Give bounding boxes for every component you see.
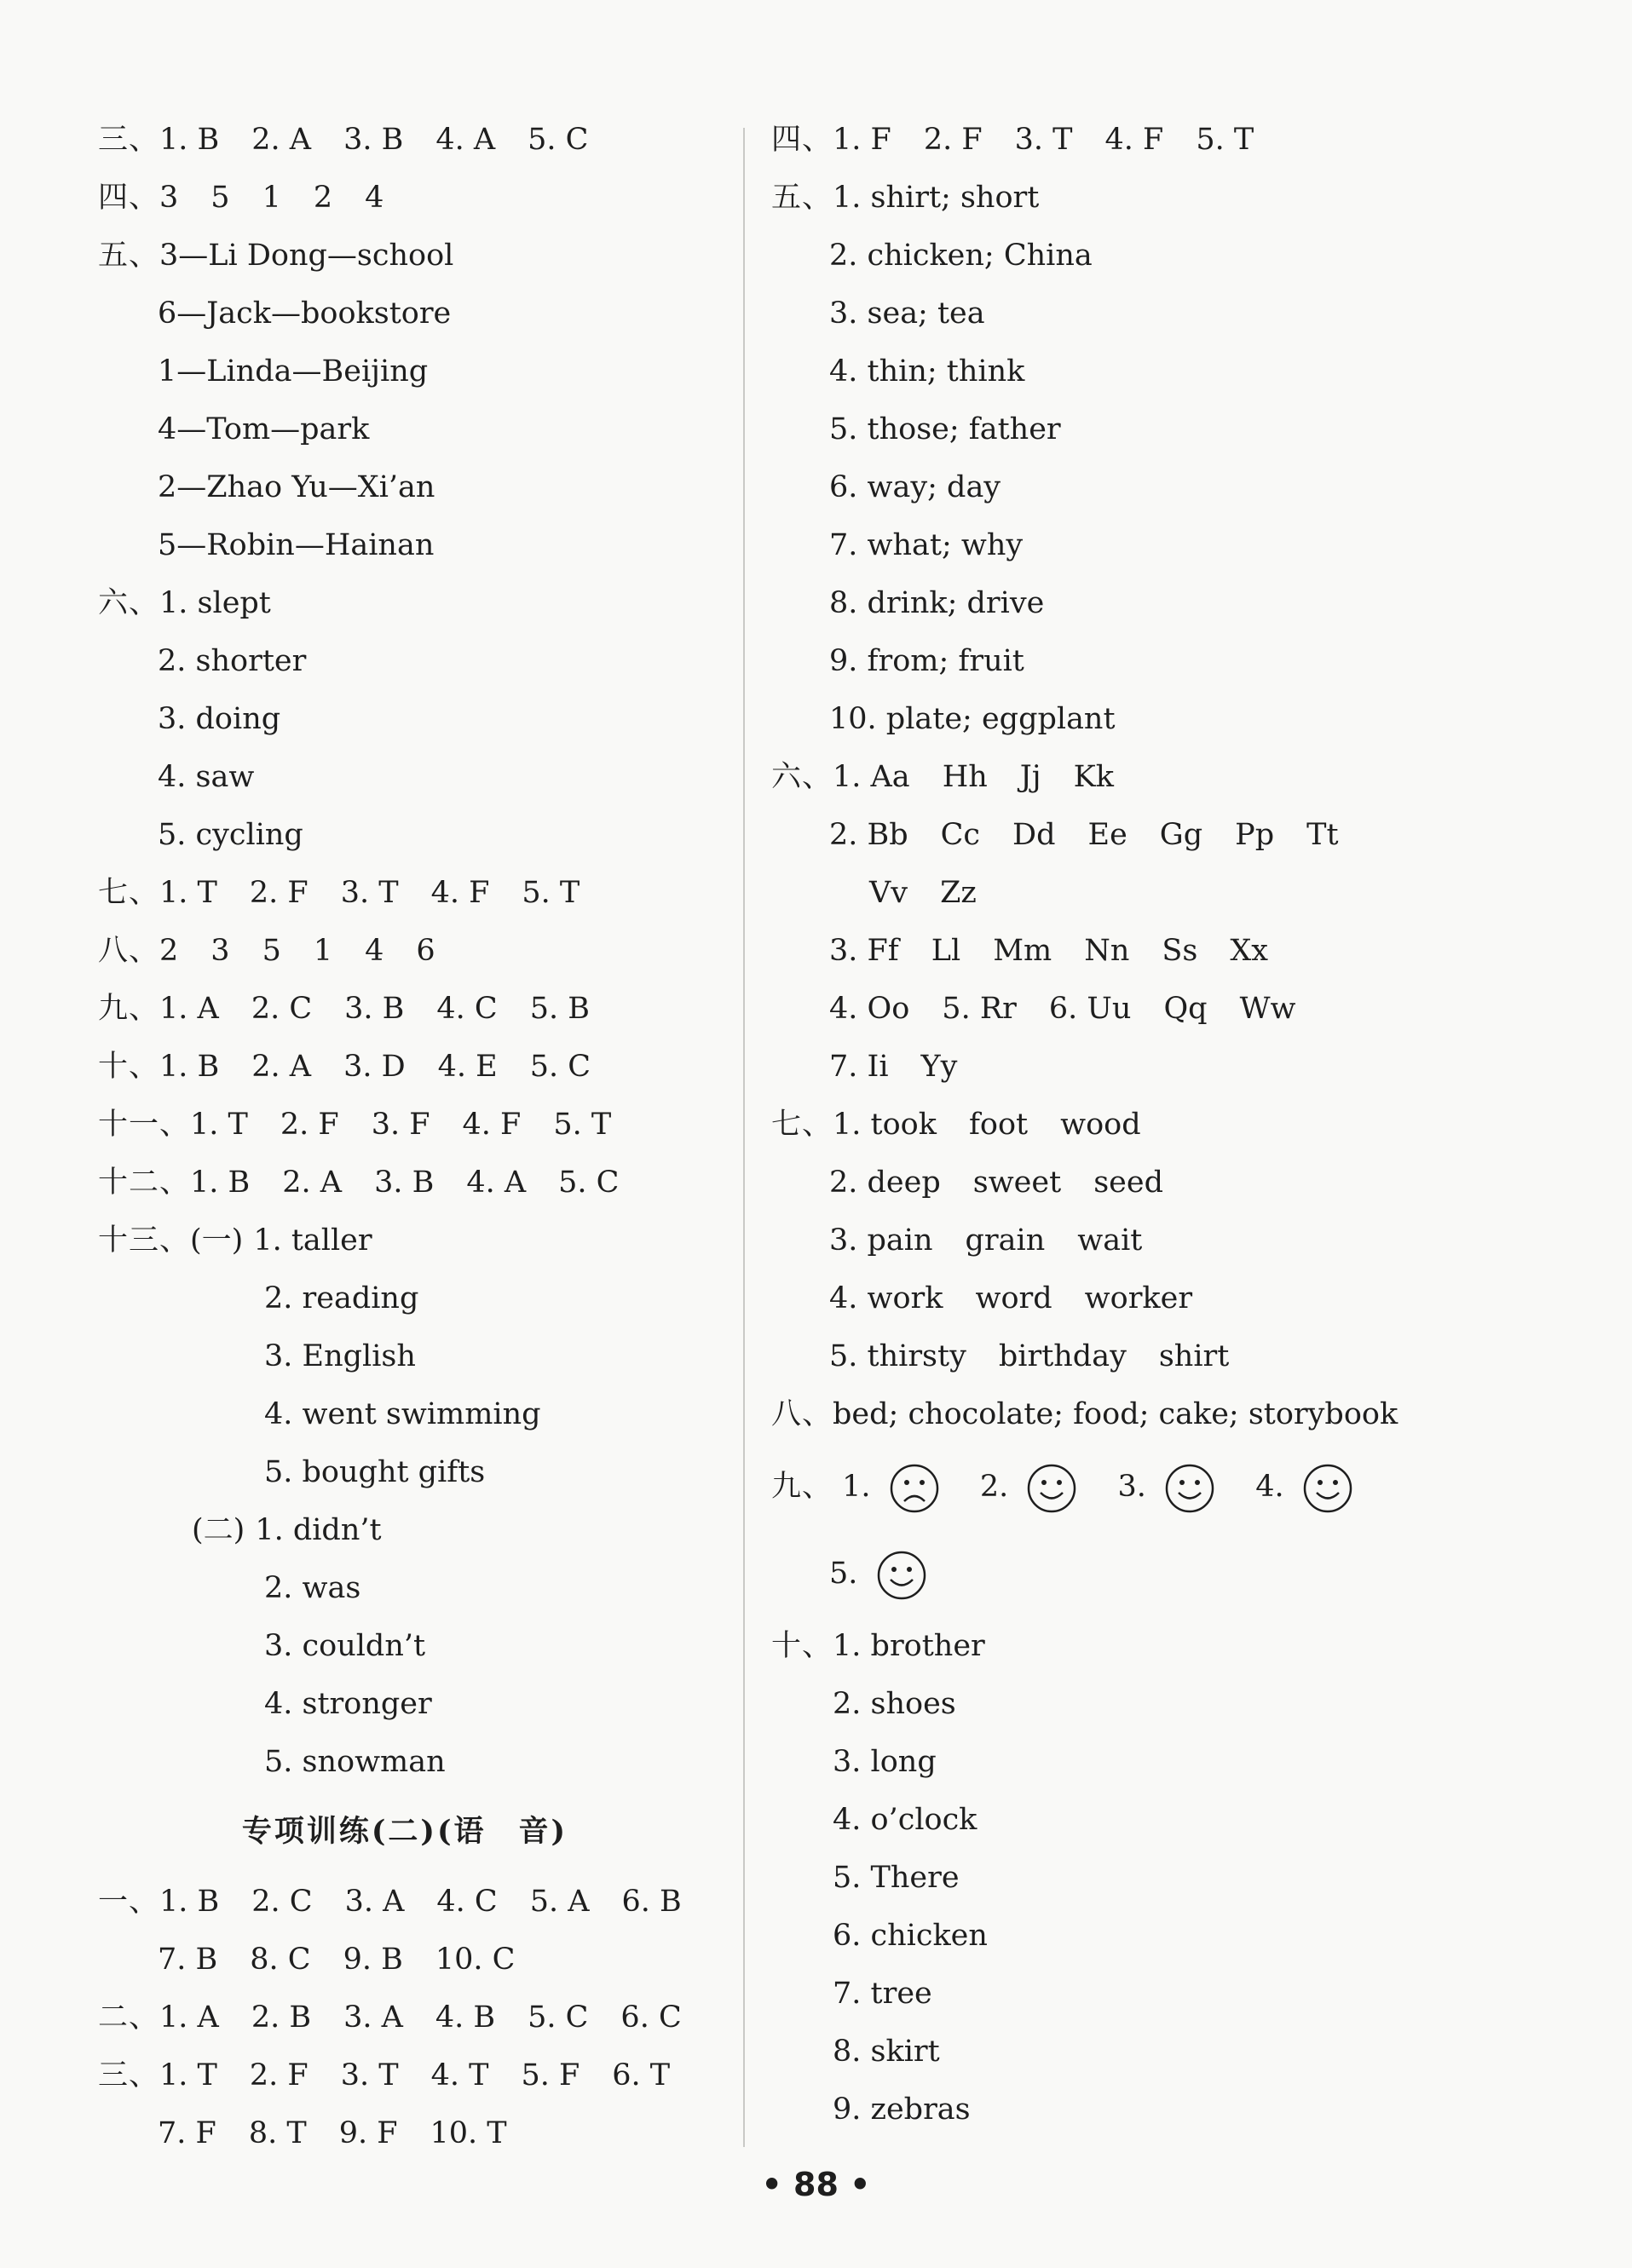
section-number: 四、 [98,181,160,215]
answer: 4 [365,181,384,215]
section-number: 五、 [98,239,160,273]
answer: 8. skirt [833,2035,940,2069]
left-column [98,111,712,2162]
answer: Jj [1019,760,1041,794]
answer-row [98,1038,712,1096]
answer-row [771,111,1521,169]
answer-row [771,1907,1521,1965]
answer: 7. F [158,2116,216,2150]
answer-row [98,1154,712,1212]
section-number: 一、 [98,1885,160,1919]
answer: 6. C [620,2000,682,2035]
answer: 8. T [248,2116,307,2150]
section-number: 六、 [771,760,833,794]
answer: 1. T [190,1108,248,1142]
answer: 3 [210,934,230,968]
answer-row [98,748,712,806]
answer: 3. T [1014,123,1073,157]
answer-row [771,632,1521,690]
answer: 5. C [528,123,589,157]
answer: 3. Ff [829,934,899,968]
answer: 1. slept [159,586,271,620]
answer: 10. T [430,2116,507,2150]
answer: 5—Robin—Hainan [158,528,435,562]
answer: 8. C [250,1943,311,1977]
answer: 4. E [437,1050,498,1084]
answer-number: 1. [842,1470,871,1504]
answer-row [771,1269,1521,1327]
answer: 7. B [158,1943,218,1977]
answer: Qq [1163,992,1208,1026]
answer-row [98,690,712,748]
answer-row [771,227,1521,285]
answer-row [771,516,1521,574]
section-number: 十二、 [98,1166,191,1200]
answer-row [98,1327,712,1385]
answer: Ww [1239,992,1296,1026]
section-number: 七、 [771,1108,833,1142]
answer-row [771,400,1521,458]
answer: 2. F [249,2058,309,2092]
answer: 5. T [1196,123,1254,157]
answer-row [771,1849,1521,1907]
answer: 3. B [343,123,404,157]
answer: 3. long [833,1745,937,1779]
answer: 5. T [522,876,580,910]
answer-row [98,632,712,690]
answer: Cc [940,818,981,852]
answer: 1. F [833,123,891,157]
answer: 3. T [340,2058,399,2092]
answer: sweet [972,1166,1062,1200]
answer-row [98,1733,712,1791]
answer: 2. C [251,992,313,1026]
answer: 4. C [436,1885,498,1919]
section-number: 四、 [771,123,833,157]
answer: 6. way; day [829,470,1001,504]
answer: 2. deep [829,1166,941,1200]
answer-row [771,1212,1521,1269]
happy-face-icon [1026,1463,1077,1514]
answer: 2. shoes [833,1687,956,1721]
answer: 9. F [338,2116,398,2150]
answer-row [771,285,1521,343]
answer-row [98,1096,712,1154]
answer: 9. from; fruit [829,644,1024,678]
answer: 1. T [159,2058,217,2092]
page-number: • 88 • [761,2166,871,2203]
answer: 5 [262,934,281,968]
answer: Mm [993,934,1052,968]
answer-row [771,806,1521,864]
answer: 10. plate; eggplant [829,702,1116,736]
answer: 4. B [435,2000,496,2035]
answer: Nn [1084,934,1130,968]
section-number: 十三、 [98,1223,191,1258]
answer-row [98,343,712,400]
answer: 3. couldn’t [264,1629,426,1663]
section-number: 六、 [98,586,160,620]
answer: 5. Rr [942,992,1017,1026]
answer: 9. zebras [833,2092,971,2127]
answer: 2. C [251,1885,313,1919]
answer: 4. saw [158,760,255,794]
answer: 6. T [612,2058,671,2092]
answer: 4. C [436,992,498,1026]
answer: 4. thin; think [829,354,1025,389]
answer-row [98,922,712,980]
answer: 1. A [159,992,219,1026]
happy-face-icon [1302,1463,1353,1514]
answer: 1. shirt; short [833,181,1040,215]
answer: 1 [313,934,333,968]
answer-row [98,227,712,285]
answer: 2. F [249,876,309,910]
answer-row [771,864,1521,922]
answer: Kk [1073,760,1115,794]
answer: 1 [262,181,281,215]
answer: foot [968,1108,1029,1142]
section-number: 十一、 [98,1108,191,1142]
answer: Yy [920,1050,958,1084]
section-number: 八、 [98,934,160,968]
answer: 5. C [529,1050,591,1084]
answer: 4. F [1104,123,1164,157]
section-number: 五、 [771,181,833,215]
answer: 1. B [159,1050,220,1084]
answer-row [98,1269,712,1327]
answer-row [98,1675,712,1733]
answer: 5. C [528,2000,589,2035]
answer: 2. Bb [829,818,908,852]
answer: bed; chocolate; food; cake; storybook [833,1397,1398,1431]
answer: 1. B [159,1885,220,1919]
answer: 3. A [343,2000,403,2035]
right-column [771,111,1521,2138]
answer: 4. o’clock [833,1803,977,1837]
answer: Ee [1087,818,1127,852]
answer: 4. work [829,1281,943,1315]
answer-row [98,2104,712,2162]
answer: 5. snowman [264,1745,446,1779]
section-number: 十、 [771,1629,833,1663]
answer: 3. doing [158,702,281,736]
answer-row [771,1675,1521,1733]
answer: 3. F [371,1108,430,1142]
answer: 5. A [529,1885,590,1919]
section-number: 九、 [98,992,160,1026]
answer-row [98,1501,712,1559]
answer-row [98,1931,712,1989]
answer-row [771,1038,1521,1096]
answer: Ll [931,934,961,968]
answer-row [98,169,712,227]
happy-face-icon [1164,1463,1215,1514]
answer: 5. F [521,2058,580,2092]
answer: Pp [1235,818,1275,852]
answer: Hh [942,760,988,794]
answer: 1. B [190,1166,251,1200]
happy-face-icon [876,1550,927,1601]
answer-row [771,343,1521,400]
answer: Ss [1162,934,1198,968]
answer-row [771,690,1521,748]
answer: 2 [159,934,179,968]
answer-row [98,1617,712,1675]
answer-row [771,1965,1521,2023]
answer-number: 5. [829,1557,858,1591]
answer: 7. what; why [829,528,1024,562]
answer: 3 [159,181,179,215]
answer: 6. chicken [833,1919,988,1953]
answer: 2. B [251,2000,312,2035]
answer-row [98,400,712,458]
answer: 1. Aa [833,760,910,794]
answer: worker [1084,1281,1193,1315]
answer-row [98,1873,712,1931]
part-label: (一) [190,1223,244,1258]
answer-row [771,169,1521,227]
answer: 6 [416,934,435,968]
answer: 3. A [344,1885,405,1919]
answer: 3. English [264,1339,416,1373]
answer-row [771,922,1521,980]
section-number: 九、 [771,1470,833,1504]
section-heading: 专项训练(二)(语 音) [241,1814,568,1849]
answer-row [98,111,712,169]
answer: 5. There [833,1861,960,1895]
answer: 1. took [833,1108,937,1142]
answer-row [98,2046,712,2104]
answer-row [771,1791,1521,1849]
column-divider [743,128,745,2147]
answer-number: 2. [979,1470,1009,1504]
answer: 2. shorter [158,644,307,678]
answer-row [771,1617,1521,1675]
section-number: 七、 [98,876,160,910]
answer: 6—Jack—bookstore [158,296,452,331]
answer: 4. A [466,1166,527,1200]
answer-row [98,1989,712,2046]
answer: 3. T [340,876,399,910]
answer-row [98,516,712,574]
answer: 1. T [159,876,217,910]
section-number: 八、 [771,1397,833,1431]
answer: 7. Ii [829,1050,889,1084]
answer: 4 [365,934,384,968]
answer: 2. A [251,123,312,157]
part-label: (二) [192,1513,245,1547]
answer-row [771,980,1521,1038]
answer-row [98,574,712,632]
answer: 2. F [280,1108,339,1142]
answer: 2. F [923,123,983,157]
answer: 5 [210,181,230,215]
answer: 4. F [462,1108,522,1142]
answer-row [771,574,1521,632]
answer: 5. thirsty [829,1339,966,1373]
answer: 2. A [251,1050,312,1084]
answer: 2. reading [264,1281,419,1315]
answer: 10. C [435,1943,516,1977]
answer-row [771,1443,1521,1530]
answer: shirt [1158,1339,1230,1373]
answer-row [98,980,712,1038]
answer: 6. B [621,1885,682,1919]
answer-row [98,1443,712,1501]
section-number: 十、 [98,1050,160,1084]
answer: 2 [313,181,333,215]
answer: 4—Tom—park [158,412,370,446]
section-number: 三、 [98,123,160,157]
answer-row [771,2023,1521,2081]
answer: 3. pain [829,1223,933,1258]
sad-face-icon [889,1463,940,1514]
answer-row [771,1530,1521,1617]
answer: wood [1060,1108,1141,1142]
answer: 4. F [430,876,490,910]
answer: 2. chicken; China [829,239,1093,273]
answer: 1. B [159,123,220,157]
answer-row [98,1385,712,1443]
answer-row [98,458,712,516]
answer: 6. Uu [1048,992,1132,1026]
answer-row [98,1212,712,1269]
answer-row [771,1327,1521,1385]
section-number: 二、 [98,2000,160,2035]
answer-row [98,285,712,343]
answer: 2. A [282,1166,343,1200]
answer: 5. those; father [829,412,1061,446]
answer: 1. brother [833,1629,985,1663]
answer: Zz [940,876,977,910]
answer: 3. B [344,992,405,1026]
answer: 2—Zhao Yu—Xi’an [158,470,435,504]
answer: 4. T [430,2058,489,2092]
answer-row [98,806,712,864]
answer: 8. drink; drive [829,586,1045,620]
answer: birthday [998,1339,1127,1373]
answer: Dd [1012,818,1056,852]
answer: 4. A [435,123,496,157]
answer-row [771,1385,1521,1443]
answer-number: 3. [1117,1470,1146,1504]
answer: wait [1077,1223,1143,1258]
answer: 3—Li Dong—school [159,239,454,273]
answer: 1. A [159,2000,219,2035]
answer: 4. stronger [264,1687,432,1721]
answer: 2. was [264,1571,361,1605]
answer-row [98,864,712,922]
answer: Tt [1306,818,1339,852]
answer: 4. went swimming [264,1397,541,1431]
answer: 3. B [374,1166,435,1200]
answer: Gg [1159,818,1203,852]
answer-row [771,1154,1521,1212]
answer: 9. B [343,1943,403,1977]
answer: 4. Oo [829,992,910,1026]
answer: 7. tree [833,1977,932,2011]
answer: 1. didn’t [255,1513,382,1547]
answer: grain [965,1223,1046,1258]
section-number: 三、 [98,2058,160,2092]
answer-row [771,1733,1521,1791]
answer-row [771,2081,1521,2138]
answer-row [98,1559,712,1617]
answer: 3. D [343,1050,406,1084]
answer-row [771,458,1521,516]
answer: 5. B [529,992,590,1026]
answer: 5. T [553,1108,612,1142]
answer: 5. bought gifts [264,1455,486,1489]
answer-number: 4. [1255,1470,1284,1504]
answer: Vv [869,876,908,910]
answer-row [771,748,1521,806]
answer: 1. taller [253,1223,372,1258]
answer: 3. sea; tea [829,296,985,331]
answer: seed [1093,1166,1163,1200]
answer: 1—Linda—Beijing [158,354,429,389]
answer: word [975,1281,1052,1315]
answer-row [771,1096,1521,1154]
answer: 5. cycling [158,818,303,852]
answer: Xx [1230,934,1269,968]
answer: 5. C [558,1166,620,1200]
